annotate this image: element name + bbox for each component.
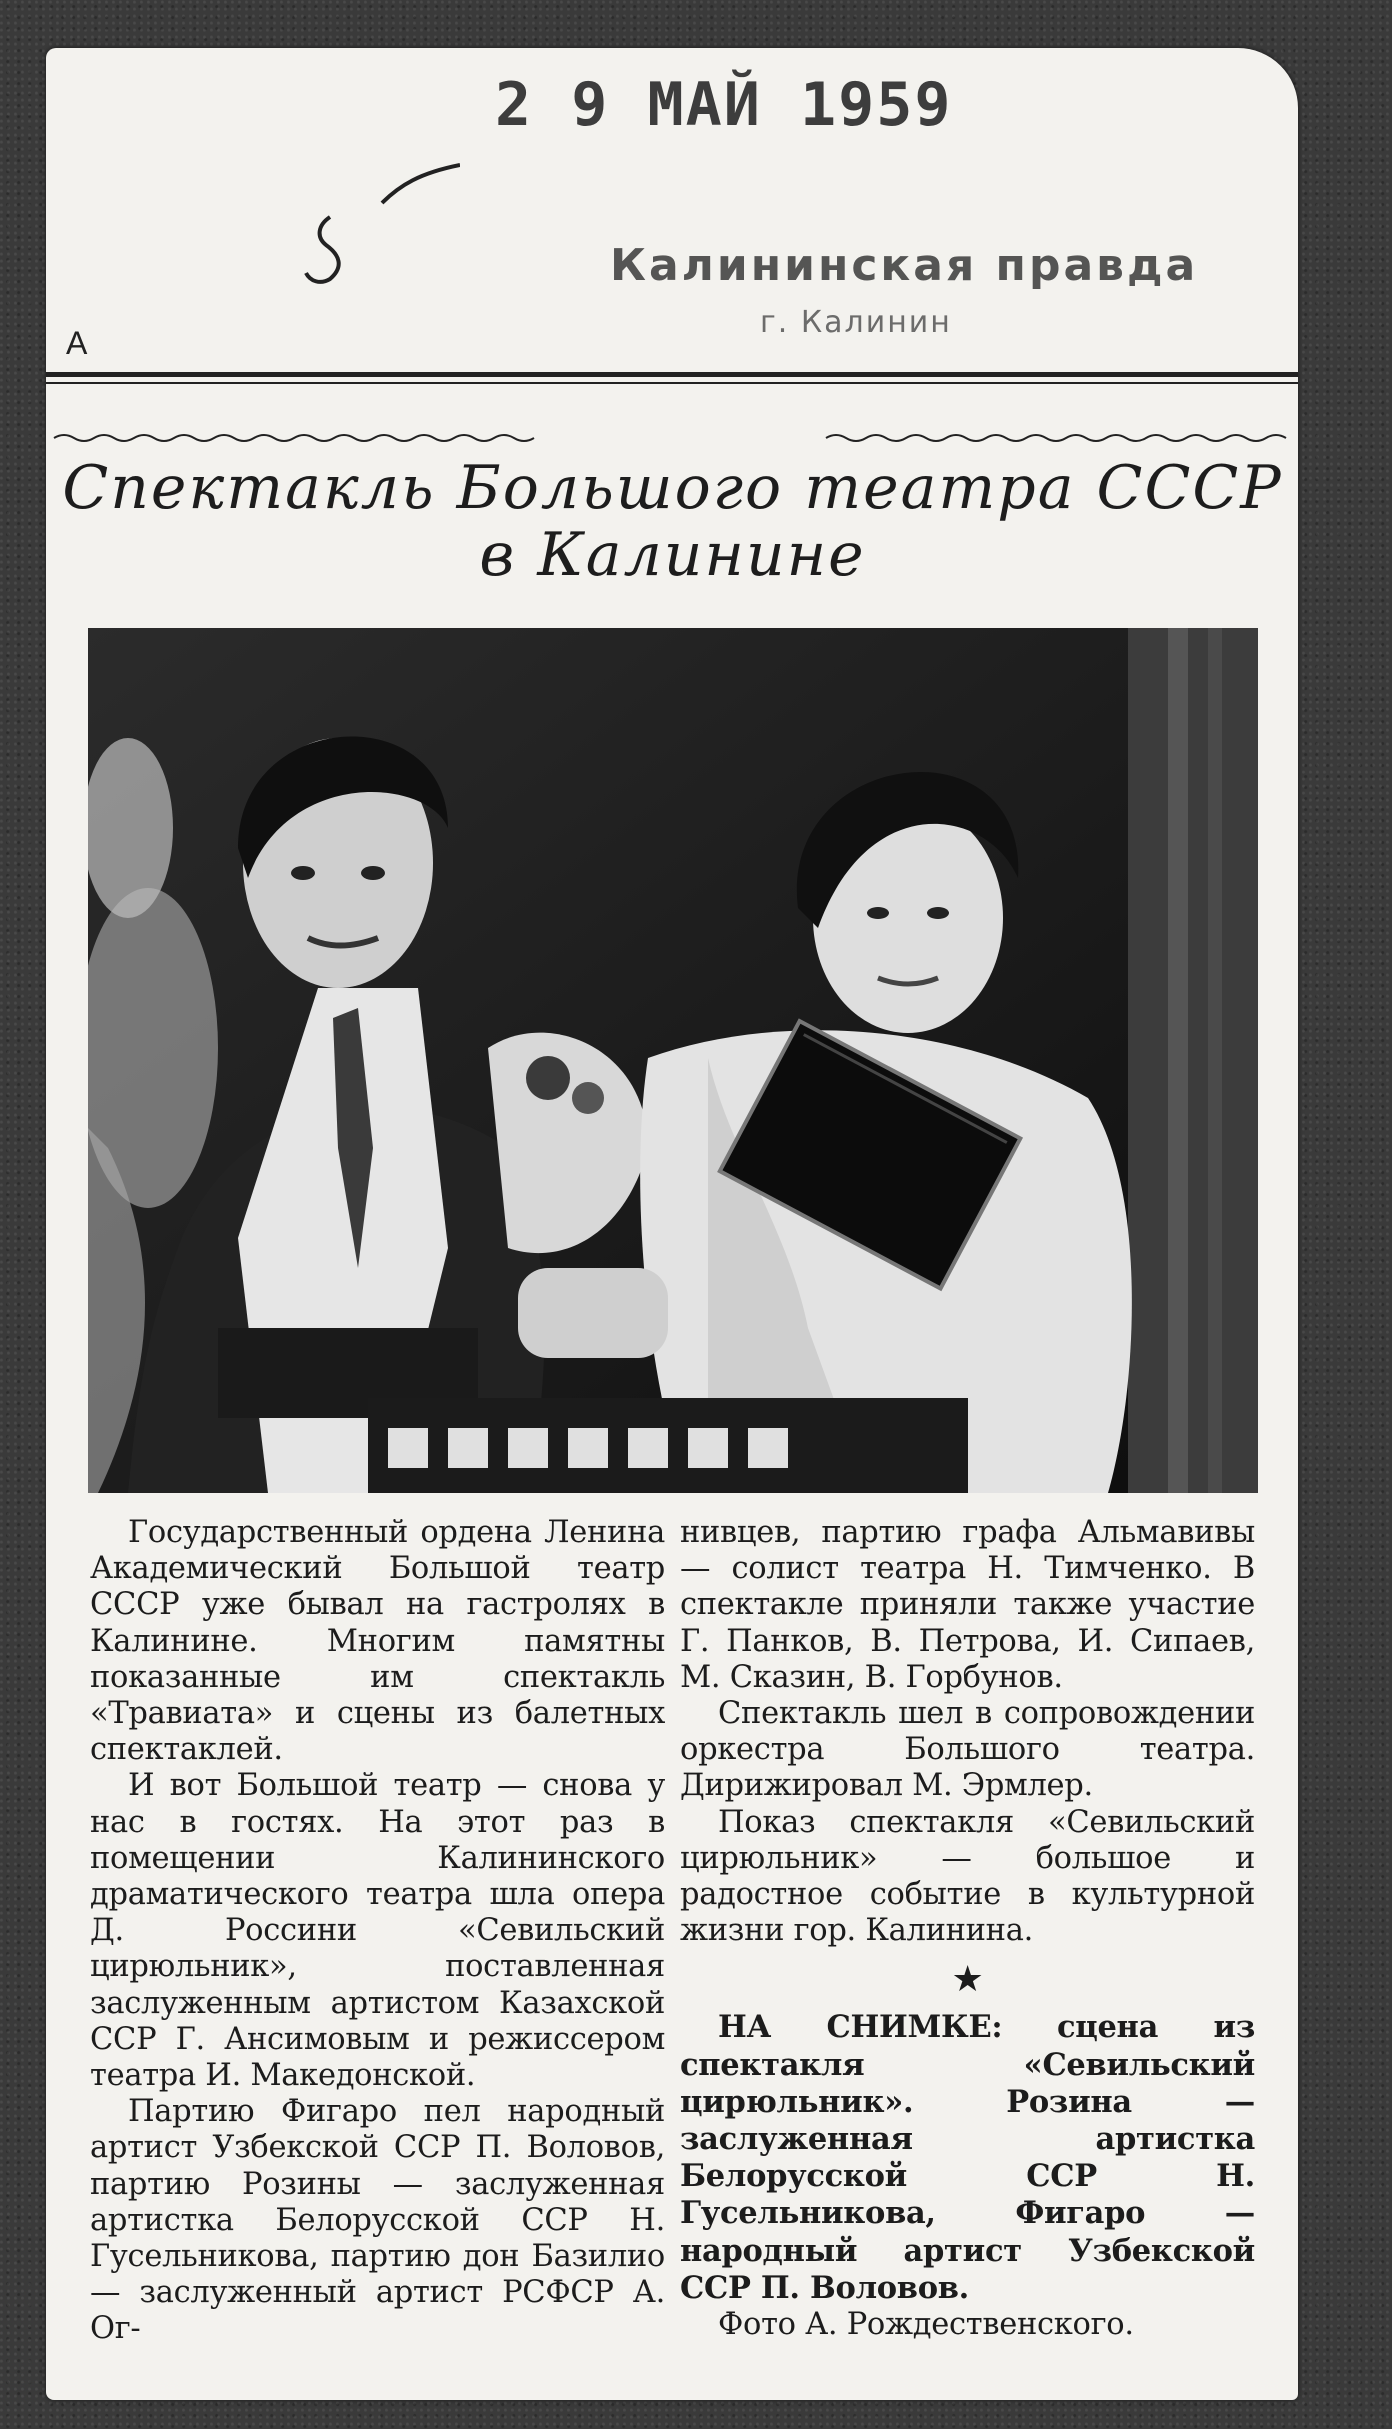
paragraph: И вот Большой театр — снова у нас в гостях. На этот раз в помещении Калининского драматического театра шла опера Д. Россини «Севильский цирюльник», поставленная заслуженным артистом Казахской ССР Г. Ансимовым и режиссером театра И. Македонской. xyxy=(90,1768,665,2094)
article-body xyxy=(80,1515,1280,2395)
top-rule-thin xyxy=(46,382,1298,384)
decorative-wavy-rule xyxy=(46,430,1298,446)
paragraph: Спектакль шел в сопровождении оркестра Большого театра. Дирижировал М. Эрмлер. xyxy=(680,1696,1255,1804)
city-stamp: г. Калинин xyxy=(760,305,952,340)
headline-line-1: Спектакль Большого театра СССР xyxy=(62,453,1283,523)
date-stamp: 2 9 МАЙ 1959 xyxy=(495,70,953,140)
paragraph: нивцев, партию графа Альмавивы — солист театра Н. Тимченко. В спектакле приняли также участие Г. Панков, В. Петрова, И. Сипаев, М. Сказин, В. Горбунов. xyxy=(680,1515,1255,1695)
corner-mark: А xyxy=(66,325,88,361)
paragraph: Государственный ордена Ленина Академический Большой театр СССР уже бывал на гастролях в Калинине. Многим памятны показанные им спектакль «Травиата» и сцены из балетных спектаклей. xyxy=(90,1515,665,1768)
top-rule-thick xyxy=(46,372,1298,377)
handwritten-mark-icon xyxy=(300,155,460,285)
caption-label: НА СНИМКЕ: xyxy=(718,2009,1003,2046)
opera-scene-photo-icon xyxy=(88,628,1258,1493)
star-separator-icon: ★ xyxy=(951,1959,984,2001)
newspaper-name-stamp: Калининская правда xyxy=(610,240,1199,291)
photo-credit: Фото А. Рождественского. xyxy=(718,2307,1134,2343)
article-headline xyxy=(60,455,1285,589)
paragraph: Показ спектакля «Севильский цирюльник» — большое и радостное событие в культурной жизни гор. Калинина. xyxy=(680,1804,1255,1949)
photo-caption xyxy=(680,2009,1255,2307)
article-column-right xyxy=(680,1515,1255,2343)
headline-line-2: в Калинине xyxy=(479,520,866,591)
article-column-left xyxy=(90,1515,665,2348)
opera-scene-photo xyxy=(88,628,1258,1493)
paragraph: Партию Фигаро пел народный артист Узбекской ССР П. Воловов, партию Розины — заслуженная артистка Белорусской ССР Н. Гусельникова, партию дон Базилио — заслуженный артист РСФСР А. Ог- xyxy=(90,2094,665,2347)
caption-text: сцена из спектакля «Севильский цирюльник». Розина — заслуженная артистка Белорусской ССР Н. Гусельникова, Фигаро — народный артист Узбекской ССР П. Воловов. xyxy=(680,2009,1255,2306)
